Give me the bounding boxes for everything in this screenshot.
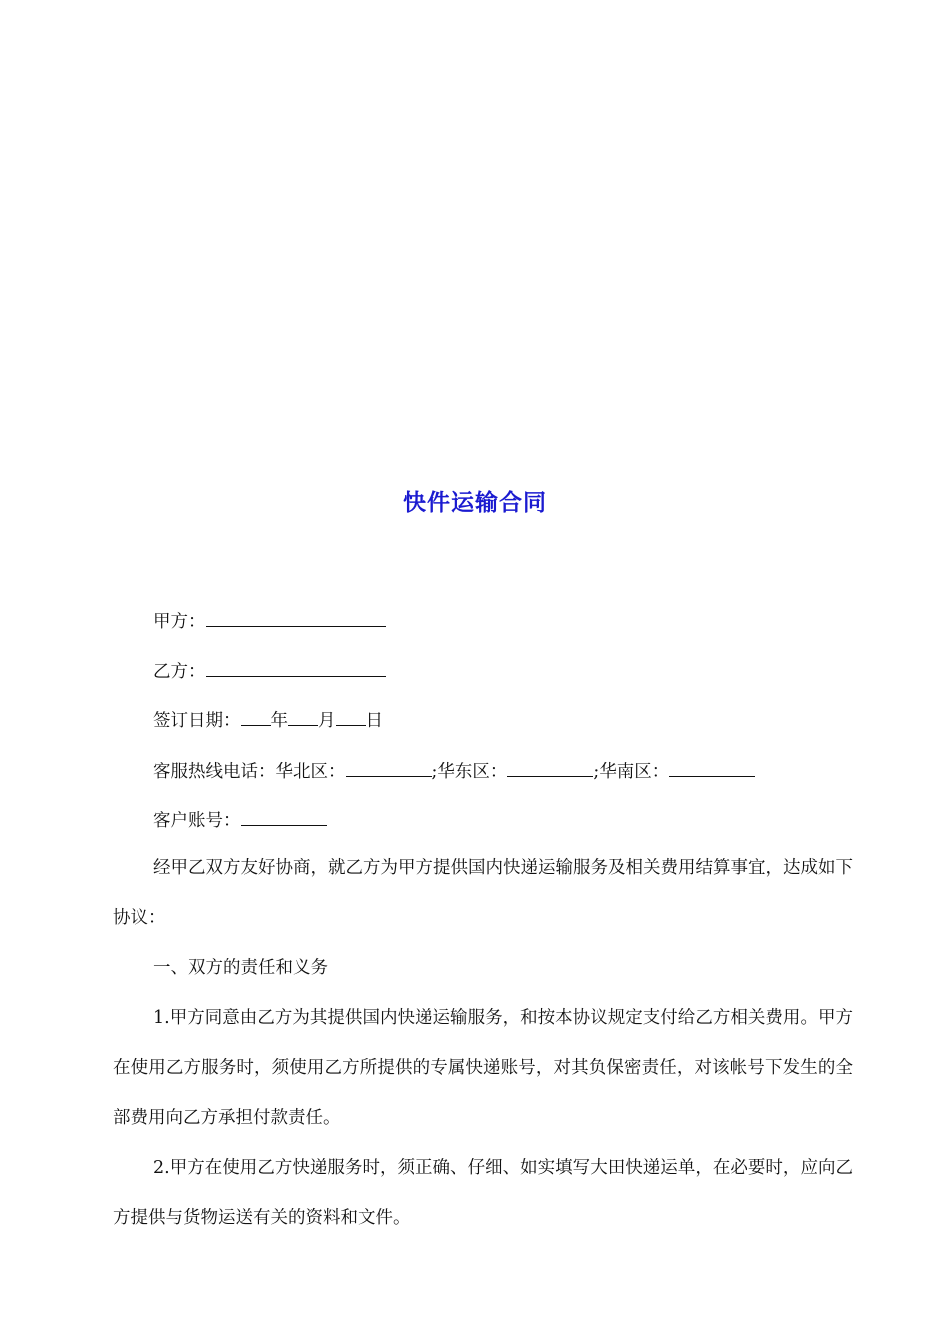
month-unit: 月: [318, 711, 336, 731]
day-unit: 日: [365, 711, 383, 731]
party-a-line: [153, 608, 386, 634]
sign-date-line: [153, 707, 383, 733]
party-b-blank: [206, 658, 386, 677]
region-east-blank: [507, 758, 593, 777]
section-1-heading: 一、双方的责任和义务: [153, 958, 328, 978]
region-south-blank: [669, 758, 755, 777]
document-title: 快件运输合同: [403, 490, 547, 516]
account-line: [153, 807, 327, 833]
year-blank: [241, 707, 271, 726]
account-label: 客户账号：: [153, 811, 241, 831]
party-a-label: 甲方：: [153, 612, 206, 632]
region-north-blank: [346, 758, 432, 777]
day-blank: [336, 707, 366, 726]
party-b-label: 乙方：: [153, 662, 206, 682]
hotline-label: 客服热线电话：: [153, 762, 276, 782]
clause-2-paragraph: 2.甲方在使用乙方快递服务时，须正确、仔细、如实填写大田快递运单，在必要时，应向乙方提供与货物运送有关的资料和文件。: [113, 1158, 853, 1228]
account-blank: [241, 807, 327, 826]
intro-paragraph: 经甲乙双方友好协商，就乙方为甲方提供国内快递运输服务及相关费用结算事宜，达成如下协议：: [113, 858, 853, 928]
party-a-blank: [206, 608, 386, 627]
separator-1: ;: [431, 762, 438, 782]
clause-1-paragraph: 1.甲方同意由乙方为其提供国内快递运输服务，和按本协议规定支付给乙方相关费用。甲方在使用乙方服务时，须使用乙方所提供的专属快递账号，对其负保密责任，对该帐号下发生的全部费用向乙方承担付款责任。: [113, 1008, 853, 1128]
region-north-label: 华北区：: [275, 762, 346, 782]
month-blank: [288, 707, 318, 726]
hotline-line: [153, 758, 755, 784]
separator-2: ;: [593, 762, 600, 782]
year-unit: 年: [270, 711, 288, 731]
party-b-line: [153, 658, 386, 684]
region-east-label: 华东区：: [437, 762, 508, 782]
region-south-label: 华南区：: [599, 762, 670, 782]
sign-date-label: 签订日期：: [153, 711, 241, 731]
